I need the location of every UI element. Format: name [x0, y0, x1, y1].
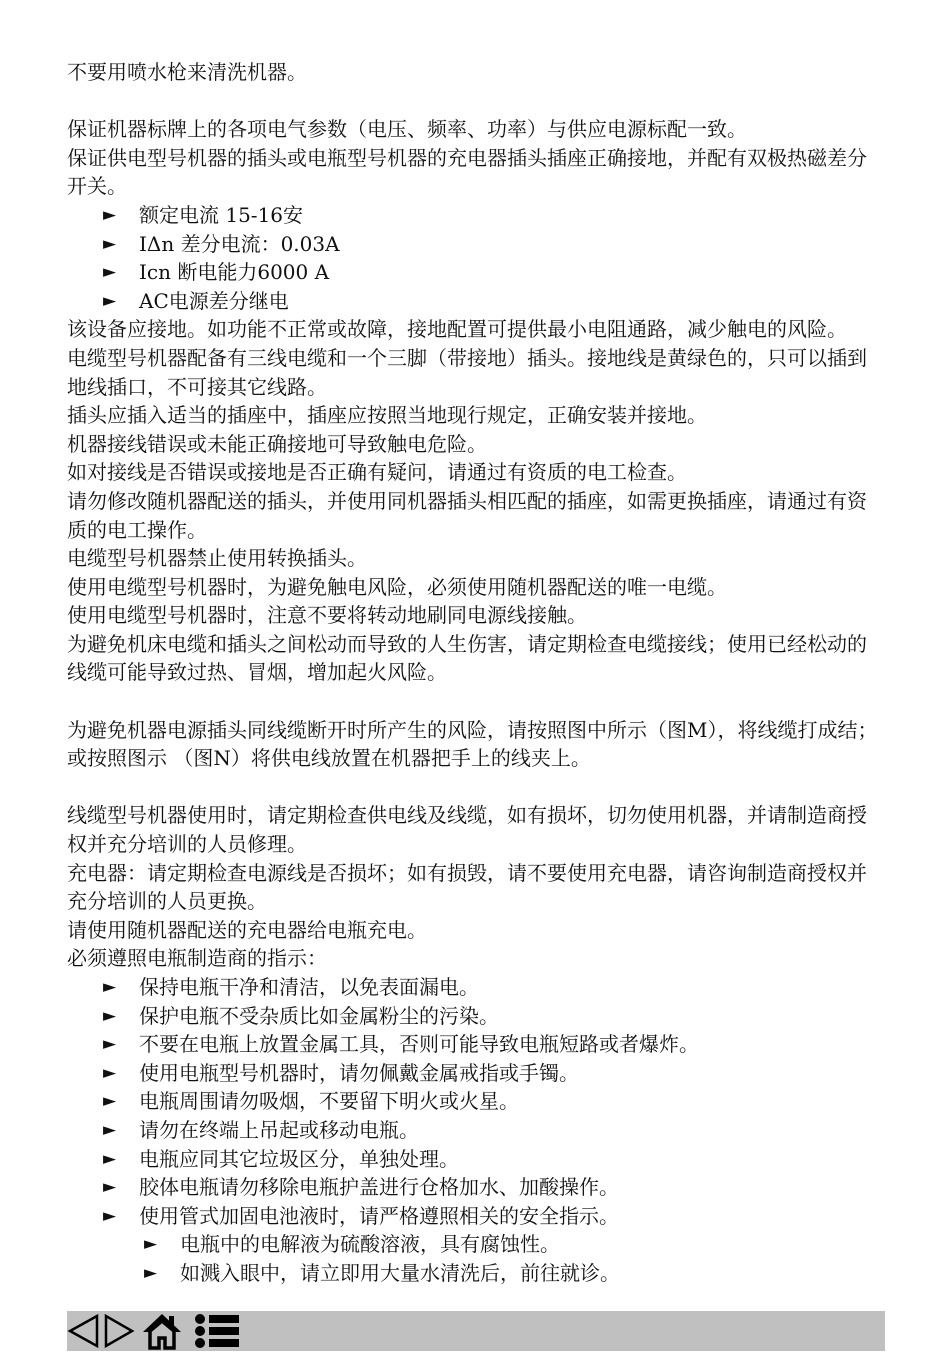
bullet-item: [67, 1030, 885, 1059]
bullet-text: 使用电瓶型号机器时，请勿佩戴金属戒指或手镯。: [139, 1060, 579, 1085]
bullet-text: Icn 断电能力6000 A: [139, 260, 330, 285]
bullet-arrow-icon: ►: [103, 204, 117, 225]
bullet-item: [67, 1145, 885, 1174]
paragraph: 电缆型号机器配备有三线电缆和一个三脚（带接地）插头。接地线是黄绿色的，只可以插到地线插口，不可接其它线路。: [67, 345, 867, 399]
paragraph-spacer: [67, 773, 885, 802]
bullet-list: [67, 973, 885, 1230]
bullet-item: [67, 1116, 885, 1145]
bullet-text: AC电源差分继电: [139, 288, 289, 313]
table-of-contents-icon[interactable]: [191, 1311, 241, 1351]
bullet-text: 胶体电瓶请勿移除电瓶护盖进行仓格加水、加酸操作。: [139, 1175, 619, 1200]
sub-bullet-list: [67, 1230, 885, 1287]
bullet-arrow-icon: ►: [103, 1005, 117, 1026]
paragraph: 使用电缆型号机器时，注意不要将转动地刷同电源线接触。: [67, 603, 587, 628]
bullet-item: [67, 1202, 885, 1231]
bullet-text: 如溅入眼中，请立即用大量水清洗后，前往就诊。: [180, 1260, 620, 1285]
paragraph-spacer: [67, 687, 885, 716]
bullet-text: 请勿在终端上吊起或移动电瓶。: [139, 1117, 419, 1142]
paragraph: 电缆型号机器禁止使用转换插头。: [67, 546, 367, 571]
bullet-text: 电瓶中的电解液为硫酸溶液，具有腐蚀性。: [180, 1232, 560, 1257]
bullet-text: 使用管式加固电池液时，请严格遵照相关的安全指示。: [139, 1203, 619, 1228]
bullet-item: [67, 258, 885, 287]
bullet-text: 额定电流 15-16安: [139, 202, 304, 227]
paragraph: 保证机器标牌上的各项电气参数（电压、频率、功率）与供应电源标配一致。: [67, 117, 747, 142]
paragraph: 如对接线是否错误或接地是否正确有疑问，请通过有资质的电工检查。: [67, 460, 687, 485]
bullet-text: 不要在电瓶上放置金属工具，否则可能导致电瓶短路或者爆炸。: [139, 1032, 699, 1057]
paragraph: 为避免机床电缆和插头之间松动而导致的人生伤害，请定期检查电缆接线；使用已经松动的线缆可能导致过热、冒烟，增加起火风险。: [67, 631, 867, 685]
bullet-arrow-icon: ►: [103, 233, 117, 254]
bullet-arrow-icon: ►: [103, 1062, 117, 1083]
bullet-arrow-icon: ►: [103, 1091, 117, 1112]
bullet-text: 保持电瓶干净和清洁，以免表面漏电。: [139, 975, 479, 999]
bullet-arrow-icon: ►: [144, 1262, 158, 1283]
bullet-arrow-icon: ►: [103, 1148, 117, 1169]
bullet-arrow-icon: ►: [103, 977, 117, 997]
paragraph: 请勿修改随机器配送的插头，并使用同机器插头相匹配的插座，如需更换插座，请通过有资质的电工操作。: [67, 488, 867, 542]
previous-page-icon[interactable]: [67, 1311, 101, 1351]
paragraph: 保证供电型号机器的插头或电瓶型号机器的充电器插头插座正确接地，并配有双极热磁差分开关。: [67, 145, 867, 199]
bullet-arrow-icon: ►: [144, 1234, 158, 1255]
paragraph: 必须遵照电瓶制造商的指示：: [67, 946, 327, 971]
navigation-bar: [67, 1311, 885, 1351]
bullet-arrow-icon: ►: [103, 1177, 117, 1198]
paragraph: 插头应插入适当的插座中，插座应按照当地现行规定，正确安装并接地。: [67, 403, 707, 428]
bullet-item: [67, 1173, 885, 1202]
bullet-item: [67, 1059, 885, 1088]
next-page-icon[interactable]: [103, 1311, 135, 1351]
bullet-text: 电瓶应同其它垃圾区分，单独处理。: [139, 1146, 459, 1171]
paragraph: 使用电缆型号机器时，为避免触电风险，必须使用随机器配送的唯一电缆。: [67, 574, 727, 599]
home-icon[interactable]: [141, 1311, 183, 1351]
bullet-list: [67, 201, 885, 315]
paragraph: 请使用随机器配送的充电器给电瓶充电。: [67, 917, 427, 942]
bullet-item: [67, 287, 885, 316]
bullet-arrow-icon: ►: [103, 1034, 117, 1055]
bullet-item: [67, 1259, 885, 1288]
bullet-item: [67, 1230, 885, 1259]
bullet-arrow-icon: ►: [103, 1205, 117, 1226]
paragraph: 该设备应接地。如功能不正常或故障，接地配置可提供最小电阻通路，减少触电的风险。: [67, 317, 847, 342]
paragraph: 不要用喷水枪来清洗机器。: [67, 60, 307, 84]
bullet-arrow-icon: ►: [103, 1119, 117, 1140]
paragraph: 线缆型号机器使用时，请定期检查供电线及线缆，如有损坏，切勿使用机器，并请制造商授权并充分培训的人员修理。: [67, 803, 867, 857]
paragraph: 机器接线错误或未能正确接地可导致触电危险。: [67, 431, 487, 456]
paragraph-spacer: [67, 87, 885, 116]
bullet-arrow-icon: ►: [103, 262, 117, 283]
paragraph: 为避免机器电源插头同线缆断开时所产生的风险，请按照图中所示（图M），将线缆打成结；或按照图示 （图N）将供电线放置在机器把手上的线夹上。: [67, 717, 878, 771]
bullet-item: [67, 973, 885, 1002]
bullet-item: [67, 1002, 885, 1031]
paragraph: 充电器：请定期检查电源线是否损坏；如有损毁，请不要使用充电器，请咨询制造商授权并充分培训的人员更换。: [67, 860, 867, 914]
bullet-text: 保护电瓶不受杂质比如金属粉尘的污染。: [139, 1003, 499, 1028]
bullet-item: [67, 230, 885, 259]
bullet-item: [67, 1087, 885, 1116]
bullet-text: IΔn 差分电流：0.03A: [139, 231, 340, 256]
bullet-item: [67, 201, 885, 230]
document-body: [67, 58, 885, 1288]
bullet-text: 电瓶周围请勿吸烟，不要留下明火或火星。: [139, 1089, 519, 1114]
bullet-arrow-icon: ►: [103, 290, 117, 311]
